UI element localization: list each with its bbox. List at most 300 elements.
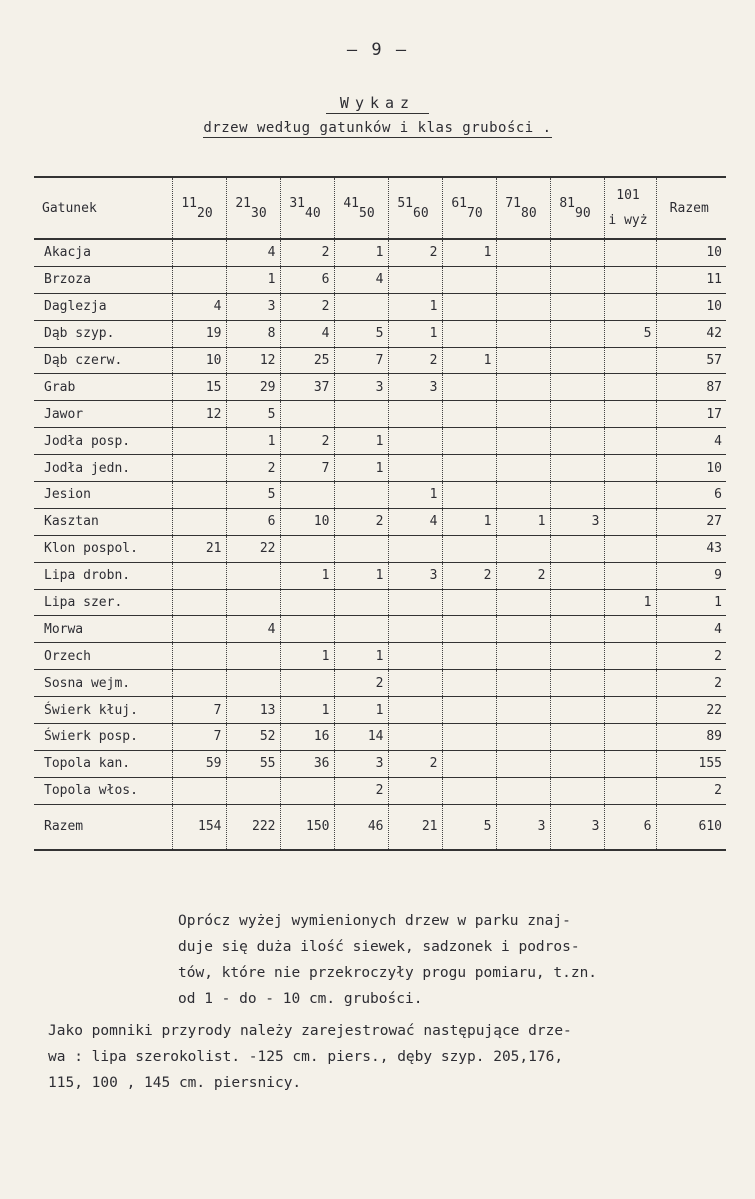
species-name-cell: Jodła jedn. — [34, 455, 172, 482]
count-cell: 3 — [226, 293, 280, 320]
species-name-cell: Jodła posp. — [34, 428, 172, 455]
count-cell: 7 — [334, 347, 388, 374]
count-cell — [172, 508, 226, 535]
count-cell — [388, 401, 442, 428]
row-total-cell: 1 — [656, 589, 726, 616]
count-cell — [172, 482, 226, 509]
header-from: 71 — [505, 195, 521, 211]
row-total-cell: 10 — [656, 293, 726, 320]
species-name-cell: Kasztan — [34, 508, 172, 535]
header-class-51-60 — [388, 177, 442, 239]
count-cell — [604, 482, 656, 509]
count-cell — [442, 750, 496, 777]
count-cell: 1 — [334, 239, 388, 266]
count-cell: 52 — [226, 724, 280, 751]
count-cell — [550, 724, 604, 751]
count-cell — [496, 643, 550, 670]
count-cell: 10 — [280, 508, 334, 535]
count-cell: 6 — [226, 508, 280, 535]
header-total — [656, 177, 726, 239]
count-cell — [172, 589, 226, 616]
count-cell — [334, 535, 388, 562]
table-row — [34, 535, 726, 562]
count-cell — [496, 589, 550, 616]
header-to: 40 — [305, 205, 321, 221]
count-cell: 2 — [334, 670, 388, 697]
species-table — [34, 176, 726, 851]
table-body — [34, 239, 726, 850]
count-cell: 1 — [334, 643, 388, 670]
count-cell — [334, 589, 388, 616]
count-cell: 1 — [388, 320, 442, 347]
count-cell — [226, 589, 280, 616]
count-cell — [442, 697, 496, 724]
count-cell — [172, 616, 226, 643]
count-cell — [496, 266, 550, 293]
count-cell: 2 — [280, 239, 334, 266]
count-cell — [172, 777, 226, 804]
row-total-cell: 43 — [656, 535, 726, 562]
count-cell — [172, 562, 226, 589]
count-cell — [550, 589, 604, 616]
count-cell — [442, 401, 496, 428]
count-cell — [550, 562, 604, 589]
count-cell — [496, 777, 550, 804]
species-name-cell: Dąb czerw. — [34, 347, 172, 374]
species-name-cell: Jawor — [34, 401, 172, 428]
header-species — [34, 177, 172, 239]
count-cell: 2 — [334, 508, 388, 535]
total-cell: 5 — [442, 804, 496, 850]
count-cell: 1 — [280, 643, 334, 670]
count-cell: 2 — [334, 777, 388, 804]
count-cell: 15 — [172, 374, 226, 401]
count-cell: 8 — [226, 320, 280, 347]
count-cell — [388, 535, 442, 562]
count-cell: 4 — [226, 239, 280, 266]
header-from: 21 — [235, 195, 251, 211]
count-cell — [280, 670, 334, 697]
count-cell — [496, 482, 550, 509]
count-cell — [604, 455, 656, 482]
count-cell — [442, 589, 496, 616]
count-cell: 19 — [172, 320, 226, 347]
species-name-cell: Topola włos. — [34, 777, 172, 804]
count-cell — [550, 347, 604, 374]
row-total-cell: 155 — [656, 750, 726, 777]
count-cell — [550, 750, 604, 777]
table-row — [34, 401, 726, 428]
row-total-cell: 42 — [656, 320, 726, 347]
header-class-11-20 — [172, 177, 226, 239]
row-total-cell: 6 — [656, 482, 726, 509]
table-row — [34, 750, 726, 777]
count-cell — [496, 293, 550, 320]
count-cell — [496, 670, 550, 697]
count-cell: 5 — [226, 482, 280, 509]
table-row — [34, 562, 726, 589]
count-cell: 3 — [388, 374, 442, 401]
header-to: 90 — [575, 205, 591, 221]
count-cell: 5 — [334, 320, 388, 347]
header-to: 70 — [467, 205, 483, 221]
header-class-71-80 — [496, 177, 550, 239]
count-cell — [442, 670, 496, 697]
count-cell: 10 — [172, 347, 226, 374]
count-cell — [226, 643, 280, 670]
count-cell — [604, 670, 656, 697]
count-cell: 14 — [334, 724, 388, 751]
count-cell: 3 — [388, 562, 442, 589]
species-name-cell: Sosna wejm. — [34, 670, 172, 697]
header-class-61-70 — [442, 177, 496, 239]
table-row — [34, 697, 726, 724]
count-cell — [172, 239, 226, 266]
row-total-cell: 27 — [656, 508, 726, 535]
count-cell: 6 — [280, 266, 334, 293]
count-cell: 4 — [388, 508, 442, 535]
count-cell: 36 — [280, 750, 334, 777]
count-cell — [604, 643, 656, 670]
row-total-cell: 22 — [656, 697, 726, 724]
count-cell: 2 — [280, 428, 334, 455]
count-cell: 1 — [334, 428, 388, 455]
table-header-row — [34, 177, 726, 239]
count-cell — [550, 482, 604, 509]
count-cell — [226, 670, 280, 697]
count-cell: 1 — [334, 455, 388, 482]
header-to: 50 — [359, 205, 375, 221]
count-cell — [550, 401, 604, 428]
count-cell — [550, 697, 604, 724]
count-cell: 4 — [280, 320, 334, 347]
document-title-text: Wykaz — [326, 94, 429, 114]
count-cell: 21 — [172, 535, 226, 562]
count-cell — [442, 293, 496, 320]
header-to: 20 — [197, 205, 213, 221]
count-cell: 2 — [388, 750, 442, 777]
count-cell: 22 — [226, 535, 280, 562]
header-class-81-90 — [550, 177, 604, 239]
count-cell — [496, 724, 550, 751]
table-row — [34, 239, 726, 266]
count-cell — [604, 508, 656, 535]
header-class-41-50 — [334, 177, 388, 239]
count-cell: 5 — [226, 401, 280, 428]
header-from: 51 — [397, 195, 413, 211]
count-cell: 2 — [280, 293, 334, 320]
count-cell — [550, 320, 604, 347]
row-total-cell: 10 — [656, 239, 726, 266]
header-from: 61 — [451, 195, 467, 211]
header-class-21-30 — [226, 177, 280, 239]
row-total-cell: 2 — [656, 670, 726, 697]
count-cell: 13 — [226, 697, 280, 724]
species-name-cell: Klon pospol. — [34, 535, 172, 562]
row-total-cell: 57 — [656, 347, 726, 374]
count-cell: 12 — [226, 347, 280, 374]
count-cell — [604, 535, 656, 562]
count-cell — [496, 697, 550, 724]
header-class-31-40 — [280, 177, 334, 239]
header-label: Gatunek — [42, 200, 97, 216]
total-cell: 610 — [656, 804, 726, 850]
count-cell — [280, 535, 334, 562]
count-cell — [496, 428, 550, 455]
total-cell: 3 — [496, 804, 550, 850]
count-cell — [388, 643, 442, 670]
count-cell — [604, 428, 656, 455]
species-name-cell: Dąb szyp. — [34, 320, 172, 347]
count-cell: 7 — [172, 697, 226, 724]
total-cell: 3 — [550, 804, 604, 850]
count-cell — [442, 428, 496, 455]
count-cell — [496, 750, 550, 777]
table-row — [34, 266, 726, 293]
count-cell — [550, 616, 604, 643]
count-cell: 25 — [280, 347, 334, 374]
count-cell — [442, 535, 496, 562]
count-cell: 1 — [280, 697, 334, 724]
species-name-cell: Akacja — [34, 239, 172, 266]
count-cell — [334, 482, 388, 509]
total-cell: 150 — [280, 804, 334, 850]
note-paragraph-1: Oprócz wyżej wymienionych drzew w parku znaj- duje się duża ilość siewek, sadzonek i podros- tów, które nie przekroczyły progu pomiaru, t.zn. od 1 - do - 10 cm. grubości. — [178, 913, 598, 1007]
species-name-cell: Brzoza — [34, 266, 172, 293]
count-cell — [604, 697, 656, 724]
count-cell: 7 — [280, 455, 334, 482]
count-cell — [550, 535, 604, 562]
count-cell — [388, 670, 442, 697]
count-cell — [496, 535, 550, 562]
count-cell — [442, 266, 496, 293]
document-subtitle — [0, 120, 755, 136]
count-cell — [496, 320, 550, 347]
count-cell — [442, 320, 496, 347]
count-cell: 37 — [280, 374, 334, 401]
species-name-cell: Grab — [34, 374, 172, 401]
count-cell — [442, 374, 496, 401]
row-total-cell: 10 — [656, 455, 726, 482]
count-cell — [172, 266, 226, 293]
count-cell — [604, 347, 656, 374]
count-cell — [280, 616, 334, 643]
count-cell — [280, 589, 334, 616]
species-name-cell: Jesion — [34, 482, 172, 509]
count-cell — [334, 616, 388, 643]
count-cell — [172, 643, 226, 670]
header-to: 30 — [251, 205, 267, 221]
count-cell: 2 — [226, 455, 280, 482]
count-cell: 2 — [442, 562, 496, 589]
header-from: 41 — [343, 195, 359, 211]
count-cell: 3 — [334, 374, 388, 401]
header-from: 31 — [289, 195, 305, 211]
count-cell — [280, 401, 334, 428]
count-cell: 1 — [442, 347, 496, 374]
count-cell: 4 — [334, 266, 388, 293]
count-cell: 1 — [226, 266, 280, 293]
count-cell — [550, 293, 604, 320]
count-cell — [226, 562, 280, 589]
count-cell — [388, 428, 442, 455]
header-from: 81 — [559, 195, 575, 211]
count-cell: 1 — [226, 428, 280, 455]
count-cell — [442, 455, 496, 482]
row-total-cell: 2 — [656, 777, 726, 804]
count-cell — [280, 482, 334, 509]
count-cell: 3 — [550, 508, 604, 535]
header-from: 101 — [616, 188, 640, 203]
species-name-cell: Daglezja — [34, 293, 172, 320]
count-cell: 1 — [334, 562, 388, 589]
row-total-cell: 87 — [656, 374, 726, 401]
header-label: Razem — [669, 200, 709, 216]
table-row — [34, 347, 726, 374]
count-cell: 29 — [226, 374, 280, 401]
count-cell — [388, 616, 442, 643]
count-cell — [172, 455, 226, 482]
count-cell — [226, 777, 280, 804]
species-name-cell: Świerk posp. — [34, 724, 172, 751]
count-cell — [550, 643, 604, 670]
table-row — [34, 293, 726, 320]
count-cell: 1 — [442, 239, 496, 266]
row-total-cell: 4 — [656, 428, 726, 455]
count-cell — [604, 401, 656, 428]
count-cell — [442, 724, 496, 751]
count-cell — [388, 455, 442, 482]
table-row — [34, 589, 726, 616]
header-to: i wyż — [608, 213, 648, 228]
species-name-cell: Lipa szer. — [34, 589, 172, 616]
note-paragraph-2: Jako pomniki przyrody należy zarejestrować następujące drze- wa : lipa szerokolist. -125 cm. piers., dęby szyp. 205,176, 115, 100 , 145 cm. piersnicy. — [48, 1023, 572, 1091]
species-name-cell: Topola kan. — [34, 750, 172, 777]
count-cell — [388, 266, 442, 293]
count-cell — [388, 697, 442, 724]
count-cell — [550, 777, 604, 804]
count-cell: 7 — [172, 724, 226, 751]
count-cell: 1 — [496, 508, 550, 535]
species-name-cell: Orzech — [34, 643, 172, 670]
total-cell: 222 — [226, 804, 280, 850]
count-cell: 4 — [172, 293, 226, 320]
table-row — [34, 777, 726, 804]
count-cell: 1 — [442, 508, 496, 535]
count-cell — [334, 401, 388, 428]
count-cell: 16 — [280, 724, 334, 751]
count-cell — [604, 777, 656, 804]
count-cell — [550, 374, 604, 401]
count-cell — [496, 239, 550, 266]
count-cell — [280, 777, 334, 804]
count-cell — [604, 239, 656, 266]
count-cell — [172, 670, 226, 697]
row-total-cell: 11 — [656, 266, 726, 293]
total-cell: 6 — [604, 804, 656, 850]
row-total-cell: 9 — [656, 562, 726, 589]
count-cell — [442, 643, 496, 670]
header-class-101-up — [604, 177, 656, 239]
table-row — [34, 643, 726, 670]
total-label-cell: Razem — [34, 804, 172, 850]
count-cell — [604, 374, 656, 401]
count-cell — [604, 293, 656, 320]
page-number: — 9 — — [346, 40, 409, 60]
row-total-cell: 4 — [656, 616, 726, 643]
table-row — [34, 374, 726, 401]
table-row — [34, 724, 726, 751]
header-to: 60 — [413, 205, 429, 221]
count-cell — [550, 266, 604, 293]
table-row — [34, 482, 726, 509]
count-cell: 1 — [604, 589, 656, 616]
count-cell — [496, 455, 550, 482]
count-cell — [550, 455, 604, 482]
count-cell: 3 — [334, 750, 388, 777]
count-cell — [604, 750, 656, 777]
total-cell: 46 — [334, 804, 388, 850]
row-total-cell: 17 — [656, 401, 726, 428]
count-cell: 12 — [172, 401, 226, 428]
table-row — [34, 616, 726, 643]
count-cell: 59 — [172, 750, 226, 777]
count-cell — [172, 428, 226, 455]
table-row — [34, 428, 726, 455]
count-cell — [334, 293, 388, 320]
document-title — [0, 94, 755, 112]
total-cell: 154 — [172, 804, 226, 850]
count-cell — [388, 724, 442, 751]
count-cell — [388, 589, 442, 616]
count-cell — [496, 401, 550, 428]
species-name-cell: Morwa — [34, 616, 172, 643]
count-cell: 55 — [226, 750, 280, 777]
count-cell: 1 — [280, 562, 334, 589]
count-cell: 2 — [388, 347, 442, 374]
count-cell: 1 — [388, 293, 442, 320]
document-subtitle-text: drzew według gatunków i klas grubości . — [203, 120, 552, 136]
table-row — [34, 508, 726, 535]
count-cell — [496, 616, 550, 643]
count-cell: 1 — [334, 697, 388, 724]
count-cell — [496, 374, 550, 401]
count-cell — [604, 562, 656, 589]
species-name-cell: Lipa drobn. — [34, 562, 172, 589]
count-cell — [604, 724, 656, 751]
count-cell — [604, 266, 656, 293]
table-row — [34, 455, 726, 482]
count-cell — [442, 482, 496, 509]
count-cell: 2 — [388, 239, 442, 266]
header-from: 11 — [181, 195, 197, 211]
row-total-cell: 2 — [656, 643, 726, 670]
count-cell — [496, 347, 550, 374]
table-row — [34, 670, 726, 697]
total-cell: 21 — [388, 804, 442, 850]
count-cell: 5 — [604, 320, 656, 347]
count-cell — [550, 428, 604, 455]
table-row — [34, 320, 726, 347]
count-cell — [442, 616, 496, 643]
count-cell: 1 — [388, 482, 442, 509]
count-cell — [442, 777, 496, 804]
species-name-cell: Świerk kłuj. — [34, 697, 172, 724]
count-cell: 4 — [226, 616, 280, 643]
count-cell — [388, 777, 442, 804]
row-total-cell: 89 — [656, 724, 726, 751]
table-total-row — [34, 804, 726, 850]
